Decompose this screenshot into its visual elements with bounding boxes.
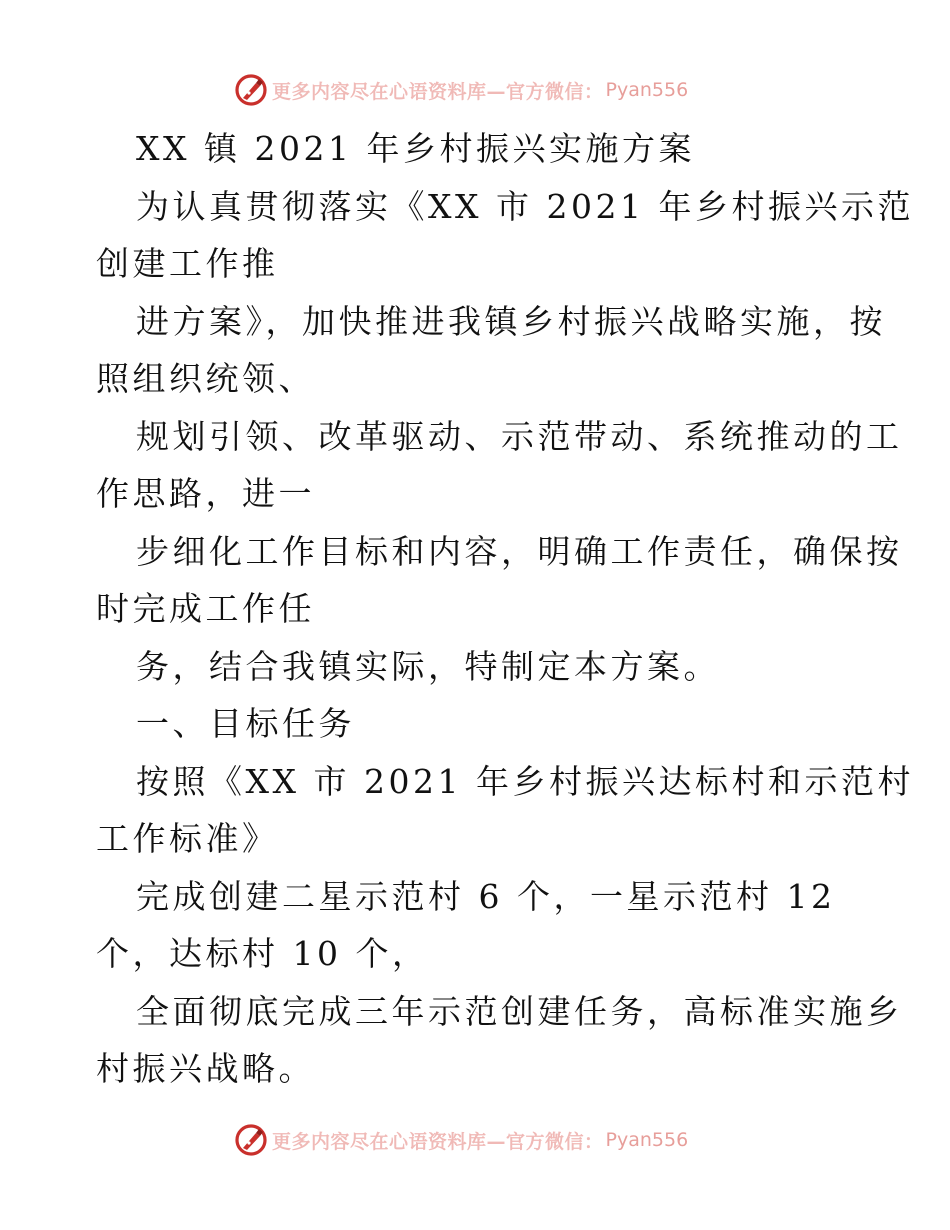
paragraph-line: 照组织统领、 <box>96 359 315 398</box>
paragraph-line: 创建工作推 <box>96 244 279 283</box>
paragraph-line: 进方案》，加快推进我镇乡村振兴战略实施，按 <box>136 301 886 341</box>
watermark-text: 更多内容尽在心语资料库—官方微信： <box>272 1130 604 1153</box>
paragraph-line: 务，结合我镇实际，特制定本方案。 <box>136 646 720 686</box>
document-body <box>96 120 914 1098</box>
paragraph-line: 村振兴战略。 <box>96 1049 315 1088</box>
watermark-footer <box>234 1122 688 1158</box>
watermark-text: 更多内容尽在心语资料库—官方微信： <box>272 80 604 103</box>
watermark-account: Pyan556 <box>605 79 689 101</box>
paragraph-line: 步细化工作目标和内容，明确工作责任，确保按 <box>136 531 903 571</box>
paragraph-line: 全面彻底完成三年示范创建任务，高标准实施乡 <box>136 991 903 1031</box>
paragraph-line: 时完成工作任 <box>96 589 315 628</box>
document-title: XX 镇 2021 年乡村振兴实施方案 <box>136 129 695 168</box>
paragraph-line: 作思路，进一 <box>96 474 315 513</box>
paragraph-line: 个，达标村 10 个， <box>96 934 429 973</box>
fountain-pen-logo-icon <box>234 1123 268 1157</box>
fountain-pen-logo-icon <box>234 73 268 107</box>
watermark-account: Pyan556 <box>605 1129 689 1151</box>
paragraph-line: 按照《XX 市 2021 年乡村振兴达标村和示范村 <box>136 761 914 801</box>
paragraph-line: 工作标准》 <box>96 819 279 858</box>
paragraph-line: 完成创建二星示范村 6 个，一星示范村 12 <box>136 876 836 916</box>
watermark-header <box>234 72 688 108</box>
paragraph-line: 为认真贯彻落实《XX 市 2021 年乡村振兴示范 <box>136 186 914 226</box>
section-heading: 一、目标任务 <box>136 704 355 743</box>
paragraph-line: 规划引领、改革驱动、示范带动、系统推动的工 <box>136 416 903 456</box>
